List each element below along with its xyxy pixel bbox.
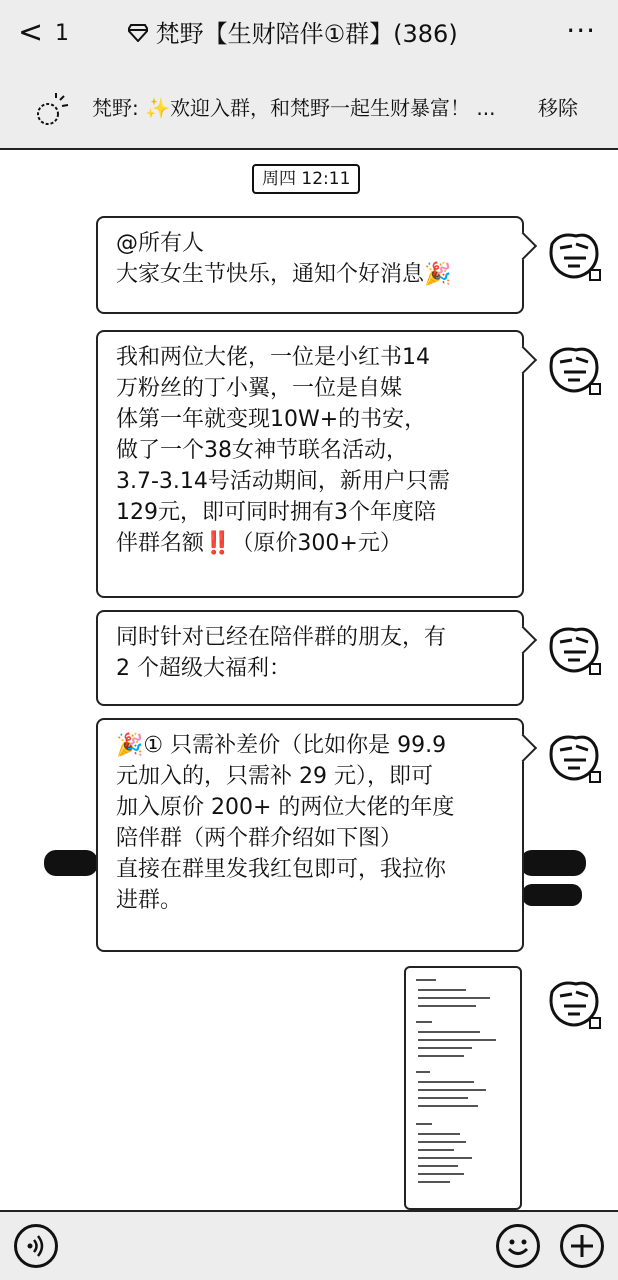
avatar[interactable] <box>546 976 602 1032</box>
avatar[interactable] <box>546 622 602 678</box>
message-timestamp: 周四 12:11 <box>252 164 360 194</box>
message-line: 2 个超级大福利： <box>116 656 291 681</box>
message-line: 3.7-3.14号活动期间，新用户只需 <box>116 469 450 494</box>
back-icon[interactable]: < <box>18 15 44 50</box>
more-functions-button[interactable] <box>560 1224 604 1268</box>
diamond-icon <box>128 18 148 50</box>
message-line: 陪伴群（两个群介绍如下图） <box>116 826 403 851</box>
message-line: 伴群名额‼️（原价300+元） <box>116 531 402 556</box>
avatar[interactable] <box>546 730 602 786</box>
emoji-button[interactable] <box>496 1224 540 1268</box>
background-sticker <box>520 850 586 876</box>
chat-title <box>128 18 498 50</box>
message-line: 加入原价 200+ 的两位大佬的年度 <box>116 795 455 820</box>
background-sticker <box>522 884 582 906</box>
notice-remove-button[interactable]: 移除 <box>538 96 578 120</box>
pinned-notice[interactable] <box>0 70 618 150</box>
message-line: 直接在群里发我红包即可，我拉你 <box>116 857 447 882</box>
image-message[interactable] <box>404 966 522 1210</box>
message-bubble[interactable] <box>96 330 524 598</box>
chat-title-text: 梵野【生财陪伴①群】(386) <box>155 20 458 48</box>
message-line: 做了一个38女神节联名活动， <box>116 438 408 463</box>
message-bubble[interactable] <box>96 610 524 706</box>
message-list[interactable] <box>0 152 618 1210</box>
unread-count: 1 <box>55 21 69 46</box>
avatar[interactable] <box>546 228 602 284</box>
voice-input-button[interactable] <box>14 1224 58 1268</box>
message-line: 大家女生节快乐，通知个好消息🎉 <box>116 262 452 287</box>
input-bar <box>0 1210 618 1280</box>
message-line: 🎉① 只需补差价（比如你是 99.9 <box>116 733 447 758</box>
message-line: @所有人 <box>116 231 205 256</box>
chat-header <box>0 0 618 70</box>
announcement-icon <box>34 92 70 128</box>
message-line: 我和两位大佬，一位是小红书14 <box>116 345 430 370</box>
avatar[interactable] <box>546 342 602 398</box>
message-line: 进群。 <box>116 888 183 913</box>
message-line: 万粉丝的丁小翼，一位是自媒 <box>116 376 403 401</box>
background-sticker <box>44 850 98 876</box>
more-options-icon[interactable]: ··· <box>566 14 596 47</box>
message-line: 元加入的，只需补 29 元），即可 <box>116 764 433 789</box>
emoji-icon <box>499 1227 537 1265</box>
notice-text: 梵野: ✨欢迎入群，和梵野一起生财暴富！ ... <box>92 96 496 120</box>
plus-icon <box>563 1227 601 1265</box>
message-bubble[interactable] <box>96 216 524 314</box>
message-line: 体第一年就变现10W+的书安， <box>116 407 427 432</box>
message-line: 129元，即可同时拥有3个年度陪 <box>116 500 436 525</box>
message-line: 同时针对已经在陪伴群的朋友，有 <box>116 625 447 650</box>
message-bubble[interactable] <box>96 718 524 952</box>
voice-icon <box>17 1227 55 1265</box>
